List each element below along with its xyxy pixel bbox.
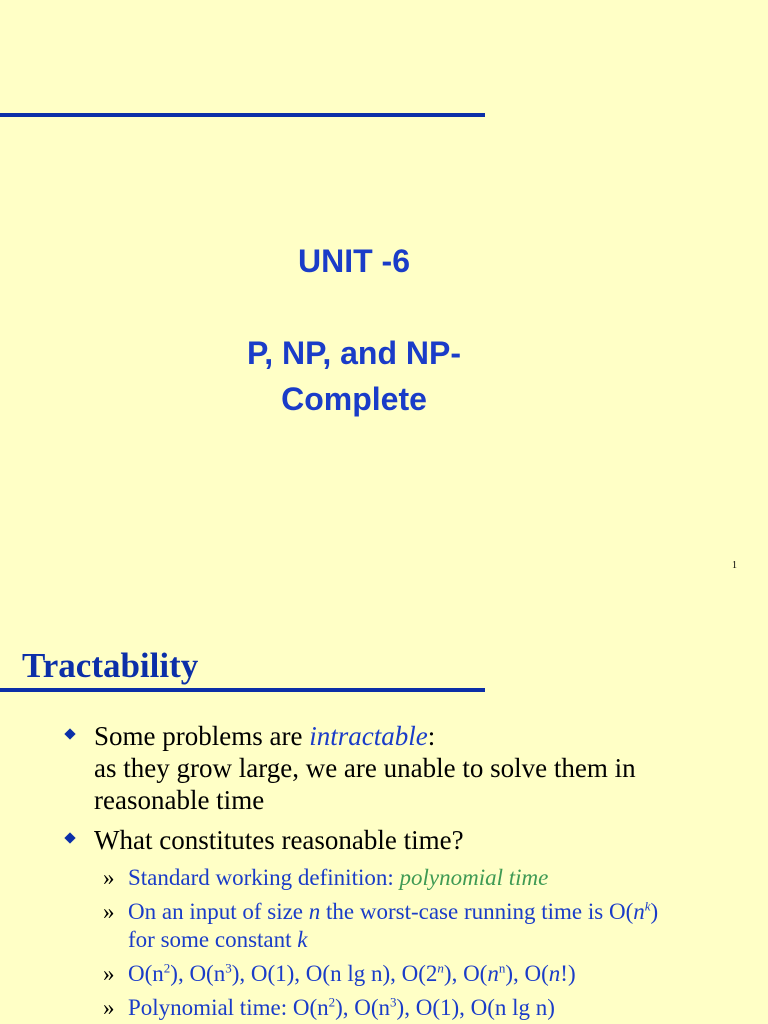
slide-title-line1: P, NP, and NP- (247, 335, 461, 371)
heading-rule (0, 688, 485, 692)
section-heading: Tractability (22, 646, 199, 685)
superscript: 3 (390, 994, 397, 1010)
sub-bullet-text: ), O( (443, 961, 488, 986)
var-n: n (548, 961, 561, 986)
superscript: n (498, 960, 506, 976)
sub-bullet-input-size (0, 898, 768, 954)
chevron-bullet-icon: » (103, 899, 115, 924)
superscript: 2 (163, 960, 171, 976)
var-k-superscript: k (644, 898, 651, 914)
bullet-text: Some problems are (94, 721, 310, 751)
sub-bullet-text: ), O( (505, 961, 549, 986)
unit-label: UNIT -6 (298, 243, 410, 279)
sub-bullet-text: ), O(1), O(n lg n) (396, 995, 555, 1020)
sub-bullet-polynomial (0, 994, 768, 1022)
sub-bullet-examples (0, 960, 768, 988)
superscript: 2 (328, 994, 336, 1010)
chevron-bullet-icon: » (103, 995, 115, 1020)
diamond-bullet-icon (64, 832, 75, 843)
chevron-bullet-icon: » (103, 865, 115, 890)
sub-bullet-text: ), O(n (170, 961, 226, 986)
bullet-text: : (427, 721, 436, 751)
bullet-text: as they grow large, we are unable to solve them in (94, 753, 636, 783)
sub-bullet-text: for some constant (128, 927, 298, 952)
var-k: k (297, 927, 308, 952)
bullet-intractable (0, 720, 768, 816)
sub-bullet-text: ) (650, 899, 659, 924)
page-number: 1 (732, 560, 737, 571)
polynomial-time-term: polynomial time (399, 865, 549, 890)
sub-bullet-text: the worst-case running time is O( (320, 899, 634, 924)
bullet-text: What constitutes reasonable time? (94, 825, 464, 855)
intractable-term: intractable (309, 721, 428, 751)
bullet-text: reasonable time (94, 785, 265, 815)
sub-bullet-text: !) (560, 961, 576, 986)
bullet-reasonable-time (0, 824, 768, 856)
bullet-list (0, 720, 768, 1024)
sub-bullet-text: Standard working definition: (128, 865, 400, 890)
sub-bullet-text: ), O(n (335, 995, 391, 1020)
superscript: n (437, 960, 444, 976)
var-n: n (487, 961, 499, 986)
var-n: n (308, 899, 321, 924)
top-rule (0, 113, 485, 117)
diamond-bullet-icon (64, 728, 75, 739)
var-n: n (633, 899, 645, 924)
sub-bullet-text: ), O(1), O(n lg n), O(2 (231, 961, 438, 986)
slide-title-line2: Complete (281, 381, 427, 417)
sub-bullet-definition (0, 864, 768, 892)
superscript: 3 (225, 960, 232, 976)
sub-bullet-text: On an input of size (128, 899, 309, 924)
chevron-bullet-icon: » (103, 961, 115, 986)
sub-bullet-text: O(n (128, 961, 164, 986)
sub-bullet-text: Polynomial time: O(n (128, 995, 329, 1020)
